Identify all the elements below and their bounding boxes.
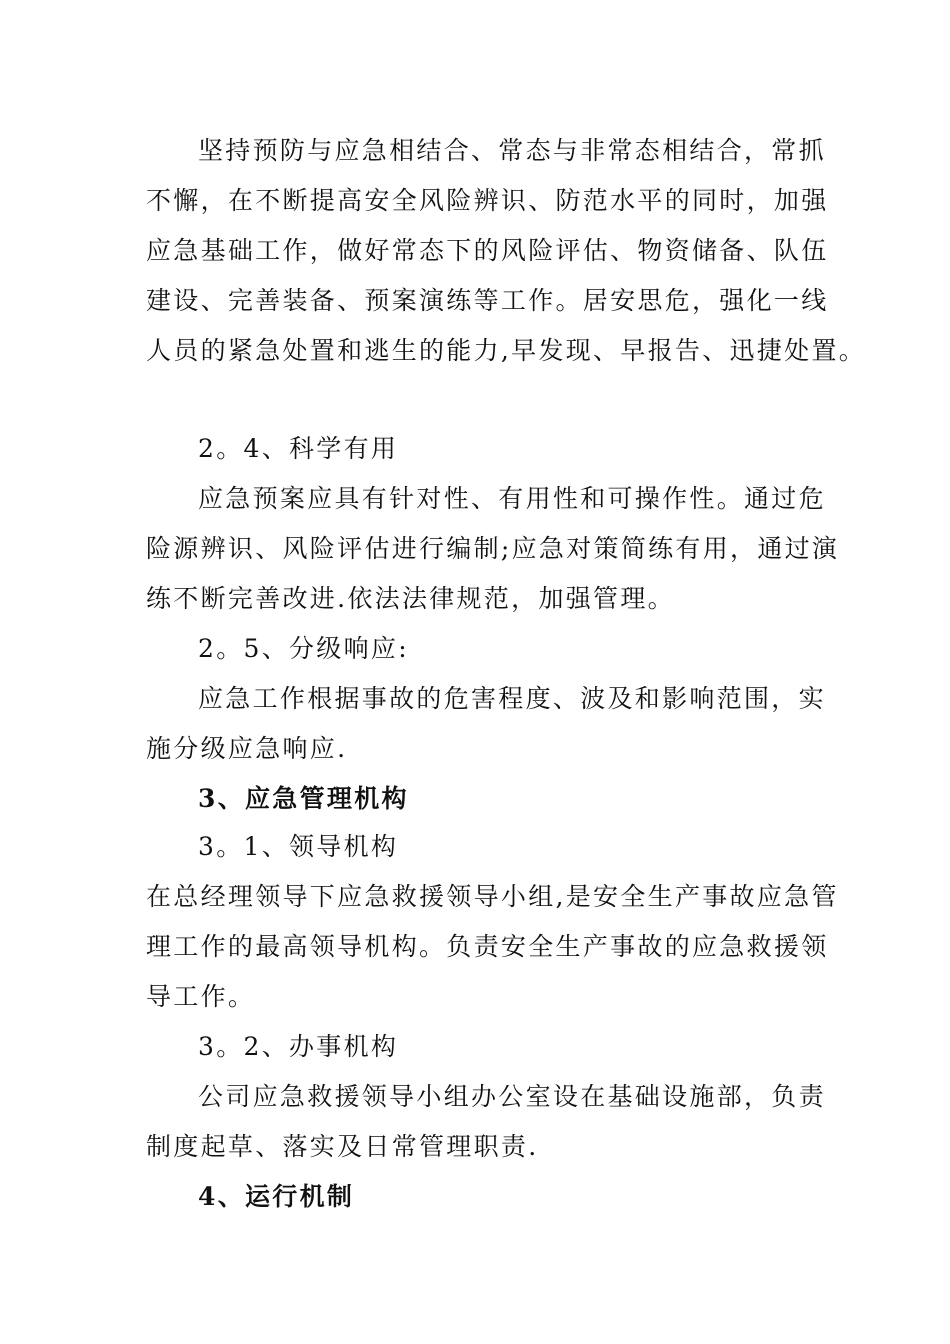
- paragraph-line: 在总经理领导下应急救援领导小组,是安全生产事故应急管: [146, 882, 839, 911]
- section-heading: 4、运行机制: [198, 1182, 355, 1211]
- section-heading: 3、应急管理机构: [198, 784, 409, 813]
- paragraph-line: 应急工作根据事故的危害程度、波及和影响范围，实: [198, 684, 826, 713]
- subsection-heading: 3。2、办事机构: [198, 1032, 399, 1061]
- subsection-heading: 2。4、科学有用: [198, 434, 399, 463]
- subsection-heading: 2。5、分级响应:: [198, 634, 409, 663]
- paragraph-line: 导工作。: [146, 982, 256, 1011]
- subsection-heading: 3。1、领导机构: [198, 832, 399, 861]
- paragraph-line: 公司应急救援领导小组办公室设在基础设施部，负责: [198, 1082, 826, 1111]
- paragraph-line: 制度起草、落实及日常管理职责.: [146, 1132, 539, 1161]
- paragraph-line: 施分级应急响应.: [146, 734, 348, 763]
- paragraph-line: 险源辨识、风险评估进行编制;应急对策简练有用，通过演: [146, 534, 840, 563]
- paragraph-line: 应急基础工作，做好常态下的风险评估、物资储备、队伍: [146, 236, 829, 265]
- paragraph-line: 坚持预防与应急相结合、常态与非常态相结合，常抓: [198, 136, 826, 165]
- paragraph-line: 建设、完善装备、预案演练等工作。居安思危，强化一线: [146, 286, 829, 315]
- paragraph-line: 理工作的最高领导机构。负责安全生产事故的应急救援领: [146, 932, 829, 961]
- paragraph-line: 人员的紧急处置和逃生的能力,早发现、早报告、迅捷处置。: [146, 336, 867, 365]
- paragraph-line: 不懈，在不断提高安全风险辨识、防范水平的同时，加强: [146, 186, 829, 215]
- paragraph-line: 应急预案应具有针对性、有用性和可操作性。通过危: [198, 484, 826, 513]
- paragraph-line: 练不断完善改进.依法法律规范，加强管理。: [146, 584, 675, 613]
